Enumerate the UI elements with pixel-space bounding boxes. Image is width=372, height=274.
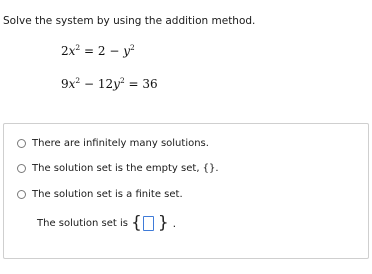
equation-2-middle: − 12 — [80, 77, 114, 91]
option-finite-set-radio[interactable] — [17, 190, 26, 199]
option-finite-set[interactable] — [17, 189, 183, 200]
option-empty-set-radio[interactable] — [17, 164, 26, 173]
finite-set-period: . — [172, 217, 177, 230]
option-finite-set-label: The solution set is a finite set. — [32, 189, 183, 200]
equation-2-rhs: = 36 — [124, 77, 158, 91]
finite-set-label: The solution set is — [37, 218, 129, 229]
equation-1-rhs: = 2 − — [80, 44, 124, 58]
option-infinitely-many[interactable] — [17, 138, 209, 149]
equation-2-x-exponent: 2 — [75, 76, 81, 85]
equation-2-y-exponent: 2 — [119, 76, 125, 85]
close-brace: } — [157, 213, 169, 233]
equation-2-x: x — [68, 77, 76, 91]
equation-1-x: x — [68, 44, 76, 58]
equation-1-coefficient: 2 — [61, 44, 69, 58]
open-brace: { — [131, 213, 142, 233]
equation-1-x-exponent: 2 — [75, 43, 81, 52]
equation-1-y-exponent: 2 — [130, 43, 135, 52]
equation-1 — [61, 44, 135, 58]
solution-set-input[interactable] — [143, 216, 154, 231]
equation-2-y: y — [113, 77, 120, 91]
equation-2 — [61, 77, 158, 91]
question-prompt: Solve the system by using the addition method. — [3, 15, 256, 27]
equation-1-y: y — [123, 44, 130, 58]
option-empty-set-label: The solution set is the empty set, {}. — [32, 163, 219, 174]
option-infinitely-many-label: There are infinitely many solutions. — [32, 138, 209, 149]
equation-2-coefficient: 9 — [61, 77, 69, 91]
finite-set-answer-row — [37, 215, 176, 232]
option-infinitely-many-radio[interactable] — [17, 139, 26, 148]
option-empty-set[interactable] — [17, 163, 219, 174]
